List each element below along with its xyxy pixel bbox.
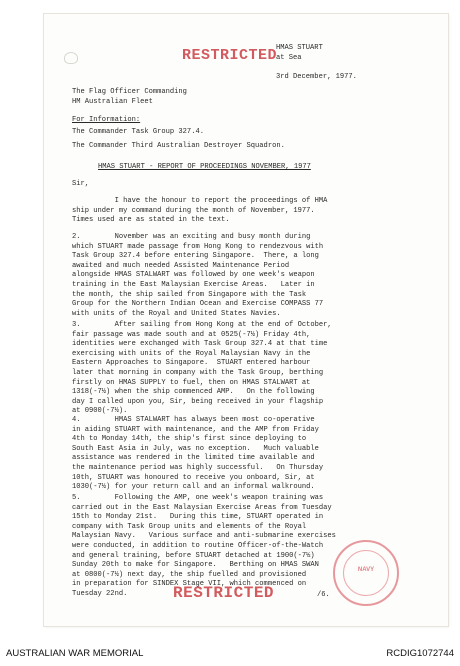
addressee-block — [72, 88, 187, 107]
restricted-stamp-bottom: RESTRICTED — [173, 584, 275, 602]
info-heading: For Information: — [72, 116, 141, 124]
sender-block — [276, 44, 357, 82]
archive-reference-id: RCDIG1072744 — [386, 648, 454, 659]
info-line-2: The Commander Third Australian Destroyer Squadron. — [72, 142, 285, 150]
official-seal-stamp: NAVY — [333, 540, 399, 606]
page-continuation-marker: /6. — [317, 591, 330, 599]
addressee-line-1: The Flag Officer Commanding — [72, 88, 187, 96]
restricted-stamp-top: RESTRICTED — [182, 47, 278, 64]
archive-credit: AUSTRALIAN WAR MEMORIAL — [6, 648, 144, 659]
info-line-1: The Commander Task Group 327.4. — [72, 128, 204, 136]
paragraph-1: I have the honour to report the proceedings of HMA ship under my command during the month of November, 1977. Times used are as stated in the text. — [72, 197, 328, 225]
salutation: Sir, — [72, 180, 90, 188]
paragraph-4: 4. HMAS STALWART has always been most co-operative in aiding STUART with maintenance, and the AMP from Friday 4th to Monday 14th, the ship's first since deploying to South East Asia in July, was no exception. Much valuable assistance was rendered in the limited time available and the maintenance period was highly successful. On Thursday 10th, STUART was honoured to receive you onboard, Sir, at 1030(-7½) for your return call and an informal walkround. — [72, 416, 324, 492]
addressee-line-2: HM Australian Fleet — [72, 97, 153, 106]
paragraph-2: 2. November was an exciting and busy month during which STUART made passage from Hong Kong to rendezvous with Task Group 327.4 before entering Singapore. There, a long awaited and much needed Assisted Maintenance Period alongside HMAS STALWART was followed by one week's weapon training in the East Malaysian Exercise Areas. Later in the month, the ship sailed from Singapore with the Task Group for the Northern Indian Ocean and Exercise COMPASS 77 with units of the Royal and United States Navies. — [72, 233, 324, 318]
sender-location: at Sea — [276, 53, 302, 62]
report-subject: HMAS STUART - REPORT OF PROCEEDINGS NOVEMBER, 1977 — [98, 163, 311, 171]
paragraph-3: 3. After sailing from Hong Kong at the end of October, fair passage was made south and at 0525(-7½) Friday 4th, identities were exchanged with Task Group 327.4 at that time exercising with units of the Royal Malaysian Navy in the Eastern Approaches to Singapore. STUART entered harbour later that morning in company with the Task Group, berthing firstly on HMAS SUPPLY to fuel, then on HMAS STALWART at 1318(-7½) when the ship commenced AMP. On the following day I called upon you, Sir, being received in your flagship at 0900(-7½). — [72, 321, 332, 416]
paragraph-5: 5. Following the AMP, one week's weapon training was carried out in the East Malaysian Exercise Areas from Tuesday 15th to Monday 21st. During this time, STUART operated in company with Task Group units and elements of the Royal Malaysian Navy. Various surface and anti-submarine exercises were conducted, in addition to routine Officer-of-the-Watch and general training, before STUART detached at 1900(-7½) Sunday 20th to make for Singapore. Berthing on HMAS SWAN at 0800(-7½) next day, the ship fuelled and provisioned in preparation for SINDEX Stage VII, which commenced on Tuesday 22nd. — [72, 494, 336, 598]
crest-mark — [64, 52, 78, 64]
sender-ship: HMAS STUART — [276, 44, 323, 52]
letter-date: 3rd December, 1977. — [276, 72, 357, 81]
